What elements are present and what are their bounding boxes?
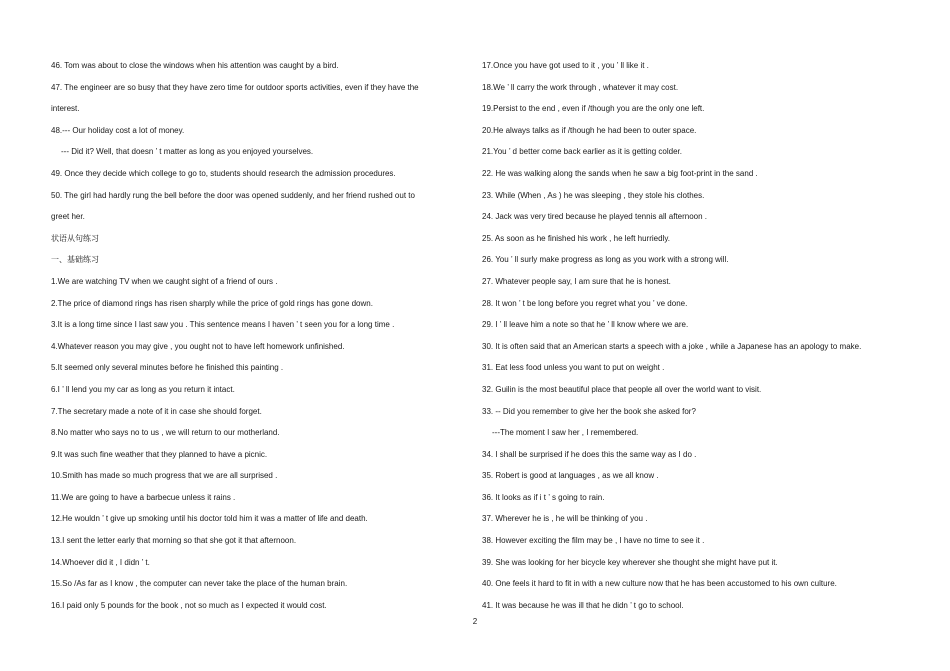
text-line: 25. As soon as he finished his work , he left hurriedly. — [482, 233, 670, 243]
text-line: 39. She was looking for her bicycle key wherever she thought she might have put it. — [482, 557, 778, 567]
text-line: 7.The secretary made a note of it in case she should forget. — [51, 406, 262, 416]
text-line: 14.Whoever did it , I didn ’ t. — [51, 557, 150, 567]
text-line: 31. Eat less food unless you want to put on weight . — [482, 363, 665, 373]
text-line: 5.It seemed only several minutes before he finished this painting . — [51, 363, 284, 373]
text-line: 3.It is a long time since I last saw you . This sentence means I haven ’ t seen you for a long time . — [51, 320, 395, 330]
text-line: 27. Whatever people say, I am sure that he is honest. — [482, 276, 671, 286]
section-heading: 状语从句练习 — [51, 233, 99, 243]
subsection-heading: 一、基础练习 — [51, 255, 99, 265]
text-line: 23. While (When , As ) he was sleeping , they stole his clothes. — [482, 190, 705, 200]
text-line: 18.We ’ ll carry the work through , whatever it may cost. — [482, 82, 679, 92]
text-line: 13.I sent the letter early that morning so that she got it that afternoon. — [51, 536, 297, 546]
text-line: 24. Jack was very tired because he played tennis all afternoon . — [482, 212, 708, 222]
text-line: 10.Smith has made so much progress that we are all surprised . — [51, 471, 278, 481]
text-line: 26. You ’ ll surly make progress as long as you work with a strong will. — [482, 255, 729, 265]
text-line: 36. It looks as if i t ’ s going to rain. — [482, 492, 605, 502]
text-line: 49. Once they decide which college to go to, students should research the admission procedures. — [51, 168, 396, 178]
text-line: 21.You ’ d better come back earlier as it is getting colder. — [482, 147, 682, 157]
text-line: 38. However exciting the film may be , I have no time to see it . — [482, 536, 705, 546]
text-line: 32. Guilin is the most beautiful place that people all over the world want to visit. — [482, 384, 762, 394]
text-line: 16.I paid only 5 pounds for the book , not so much as I expected it would cost. — [51, 600, 327, 610]
text-line: greet her. — [51, 212, 85, 222]
text-line: 1.We are watching TV when we caught sight of a friend of ours . — [51, 276, 278, 286]
text-line: 47. The engineer are so busy that they have zero time for outdoor sports activities, even if they have the — [51, 82, 419, 92]
text-line: 30. It is often said that an American starts a speech with a joke , while a Japanese has an apology to make. — [482, 341, 862, 351]
right-column — [482, 55, 902, 616]
text-line: 41. It was because he was ill that he didn ’ t go to school. — [482, 600, 684, 610]
text-line: 46. Tom was about to close the windows when his attention was caught by a bird. — [51, 61, 339, 70]
text-line: 33. -- Did you remember to give her the book she asked for? — [482, 406, 696, 416]
text-line: 9.It was such fine weather that they planned to have a picnic. — [51, 449, 268, 459]
text-line: 2.The price of diamond rings has risen sharply while the price of gold rings has gone down. — [51, 298, 373, 308]
text-line: interest. — [51, 104, 80, 114]
text-line: 12.He wouldn ’ t give up smoking until his doctor told him it was a matter of life and death. — [51, 514, 368, 524]
text-line: 50. The girl had hardly rung the bell before the door was opened suddenly, and her friend rushed out to — [51, 190, 415, 200]
text-line: 40. One feels it hard to fit in with a new culture now that he has been accustomed to his own culture. — [482, 579, 837, 589]
text-line: 20.He always talks as if /though he had been to outer space. — [482, 125, 697, 135]
text-line: 17.Once you have got used to it , you ’ ll like it . — [482, 61, 649, 70]
text-line: 15.So /As far as I know , the computer can never take the place of the human brain. — [51, 579, 348, 589]
text-line: 28. It won ’ t be long before you regret what you ’ ve done. — [482, 298, 688, 308]
page-number: 2 — [472, 617, 478, 626]
text-line: 11.We are going to have a barbecue unless it rains . — [51, 492, 236, 502]
text-line: 19.Persist to the end , even if /though you are the only one left. — [482, 104, 705, 114]
text-line: 34. I shall be surprised if he does this the same way as I do . — [482, 449, 697, 459]
text-line: 35. Robert is good at languages , as we all know . — [482, 471, 659, 481]
text-line: 8.No matter who says no to us , we will return to our motherland. — [51, 428, 280, 438]
text-line: 48.--- Our holiday cost a lot of money. — [51, 125, 185, 135]
text-line: ---The moment I saw her , I remembered. — [492, 428, 639, 438]
text-line: --- Did it? Well, that doesn ’ t matter as long as you enjoyed yourselves. — [61, 147, 314, 157]
text-line: 6.I ’ ll lend you my car as long as you return it intact. — [51, 384, 235, 394]
text-line: 37. Wherever he is , he will be thinking of you . — [482, 514, 648, 524]
text-line: 4.Whatever reason you may give , you ought not to have left homework unfinished. — [51, 341, 345, 351]
text-line: 29. I ’ ll leave him a note so that he ’ ll know where we are. — [482, 320, 689, 330]
left-column — [51, 55, 456, 616]
text-line: 22. He was walking along the sands when he saw a big foot-print in the sand . — [482, 168, 758, 178]
